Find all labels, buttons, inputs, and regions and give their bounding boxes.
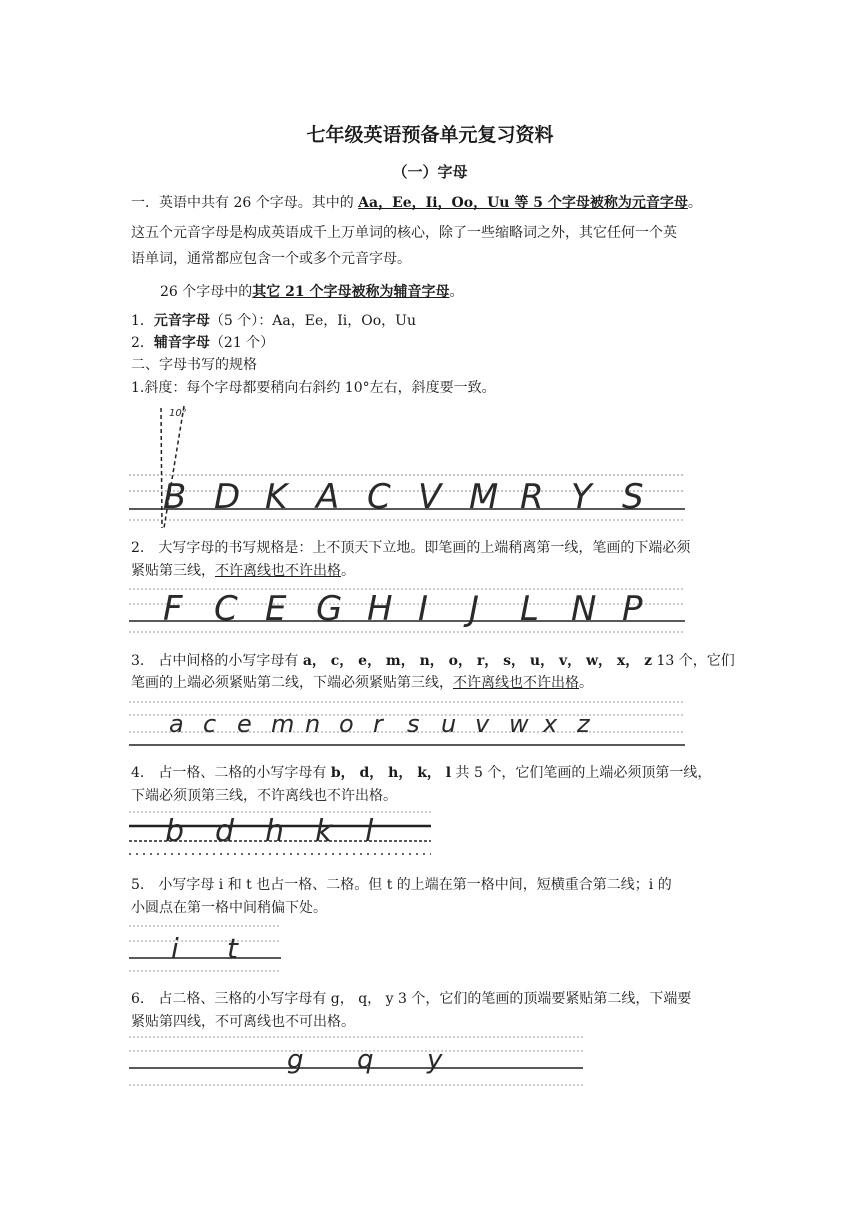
rule3-line1: 3. 占中间格的小写字母有 a， c， e， m， n， o， r， s， u， v， w， x， z 13 个，它们 [131, 653, 735, 669]
sample-letter-u: u [441, 710, 457, 738]
sample-letter-x: x [543, 710, 558, 738]
sample-letter-g: g [287, 1045, 304, 1075]
page-title: 七年级英语预备单元复习资料 [306, 124, 554, 146]
sample-letter-o: o [339, 710, 354, 738]
sample-letter-N: N [571, 589, 597, 629]
sample-letter-L: L [520, 589, 539, 629]
rule4-line1: 4. 占一格、二格的小写字母有 b， d， h， k， l 共 5 个，它们笔画的上端必须顶第一线， [131, 765, 712, 781]
sample-letter-t: t [227, 932, 238, 965]
sample-middle-lowercase [129, 697, 689, 749]
sample-letter-F: F [163, 589, 183, 629]
sample-letter-h: h [265, 814, 285, 849]
sample-letter-d: d [215, 814, 235, 849]
sample-letter-S: S [622, 477, 644, 517]
sample-letter-G: G [316, 589, 343, 629]
capital-letters-row [163, 477, 644, 517]
sample-letter-v: v [475, 710, 490, 738]
list-item-consonants: 2．辅音字母（21 个） [131, 335, 275, 351]
section2-heading: 二、字母书写的规格 [131, 357, 257, 373]
para2: 26 个字母中的其它 21 个字母被称为辅音字母。 [160, 284, 464, 300]
sample-letter-Y: Y [571, 477, 592, 517]
sample-letter-D: D [214, 477, 241, 517]
sample-letter-C: C [367, 477, 391, 517]
sample-letter-c: c [203, 710, 217, 738]
sample-letter-y: y [427, 1045, 443, 1075]
rule5-line1: 5. 小写字母 i 和 t 也占一格、二格。但 t 的上端在第一格中间，短横重合第二线；i 的 [131, 877, 672, 893]
rule5-line2: 小圆点在第一格中间稍偏下处。 [131, 900, 327, 916]
sample-letter-q: q [357, 1045, 374, 1075]
tall-letters-row [165, 814, 374, 849]
sample-letter-B: B [163, 477, 187, 517]
sample-i-t [129, 921, 289, 975]
sample-descender-lowercase [129, 1033, 589, 1089]
para1-line1: 一．英语中共有 26 个字母。其中的 Aa，Ee，Ii，Oo，Uu 等 5 个字母被称为元音字母。 [131, 195, 702, 211]
sample-letter-l: l [365, 814, 374, 849]
rule4-line2: 下端必须顶第三线，不许离线也不许出格。 [131, 788, 397, 804]
sample-letter-H: H [367, 589, 393, 629]
sample-letter-e: e [237, 710, 252, 738]
para1-line2: 这五个元音字母是构成英语成千上万单词的核心，除了一些缩略词之外，其它任何一个英 [131, 225, 677, 241]
rule2-line1: 2. 大写字母的书写规格是：上不顶天下立地。即笔画的上端稍离第一线，笔画的下端必须 [131, 540, 691, 556]
descender-letters-row [287, 1045, 443, 1075]
consonant-highlight: 其它 21 个字母被称为辅音字母 [252, 284, 450, 300]
sample-letter-V: V [418, 477, 442, 517]
rule6-line2: 紧贴第四线，不可离线也不可出格。 [131, 1014, 355, 1030]
rule2-line2: 紧贴第三线，不许离线也不许出格。 [131, 563, 355, 579]
sample-letter-s: s [407, 710, 420, 738]
para1-line3: 语单词，通常都应包含一个或多个元音字母。 [131, 251, 411, 267]
sample-capitals-slant [129, 396, 689, 530]
sample-letter-i: i [171, 932, 179, 965]
sample-letter-M: M [469, 477, 499, 517]
rule3-line2: 笔画的上端必须紧贴第二线，下端必须紧贴第三线，不许离线也不许出格。 [131, 675, 593, 691]
sample-letter-A: A [316, 477, 340, 517]
sample-letter-J: J [469, 589, 480, 629]
sample-letter-P: P [622, 589, 643, 629]
sample-letter-k: k [315, 814, 333, 849]
sample-letter-C: C [214, 589, 238, 629]
capital-letters-row-2 [163, 589, 643, 629]
middle-letters-row [169, 710, 591, 738]
section-title: （一）字母 [392, 163, 468, 181]
sample-letter-E: E [265, 589, 287, 629]
rule1: 1.斜度：每个字母都要稍向右斜约 10°左右，斜度要一致。 [131, 380, 496, 396]
sample-letter-I: I [418, 589, 429, 629]
sample-letter-R: R [520, 477, 544, 517]
sample-letter-K: K [265, 477, 288, 517]
slant-angle-label: 10° [169, 408, 187, 419]
i-t-row [171, 932, 239, 965]
sample-letter-w: w [509, 710, 529, 738]
rule6-line1: 6. 占二格、三格的小写字母有 g， q， y 3 个，它们的笔画的顶端要紧贴第二线，下端要 [131, 991, 692, 1007]
vertical-guide [161, 408, 162, 528]
sample-letter-m: m [271, 710, 295, 738]
sample-letter-n: n [305, 710, 321, 738]
sample-tall-lowercase [129, 806, 439, 858]
vowel-highlight: Aa，Ee，Ii，Oo，Uu 等 5 个字母被称为元音字母 [358, 195, 688, 211]
sample-letter-a: a [169, 710, 184, 738]
sample-letter-b: b [165, 814, 185, 849]
sample-letter-r: r [373, 710, 383, 738]
list-item-vowels: 1．元音字母（5 个）：Aa，Ee，Ii，Oo，Uu [131, 313, 416, 329]
sample-capitals [129, 585, 689, 635]
sample-letter-z: z [577, 710, 590, 738]
